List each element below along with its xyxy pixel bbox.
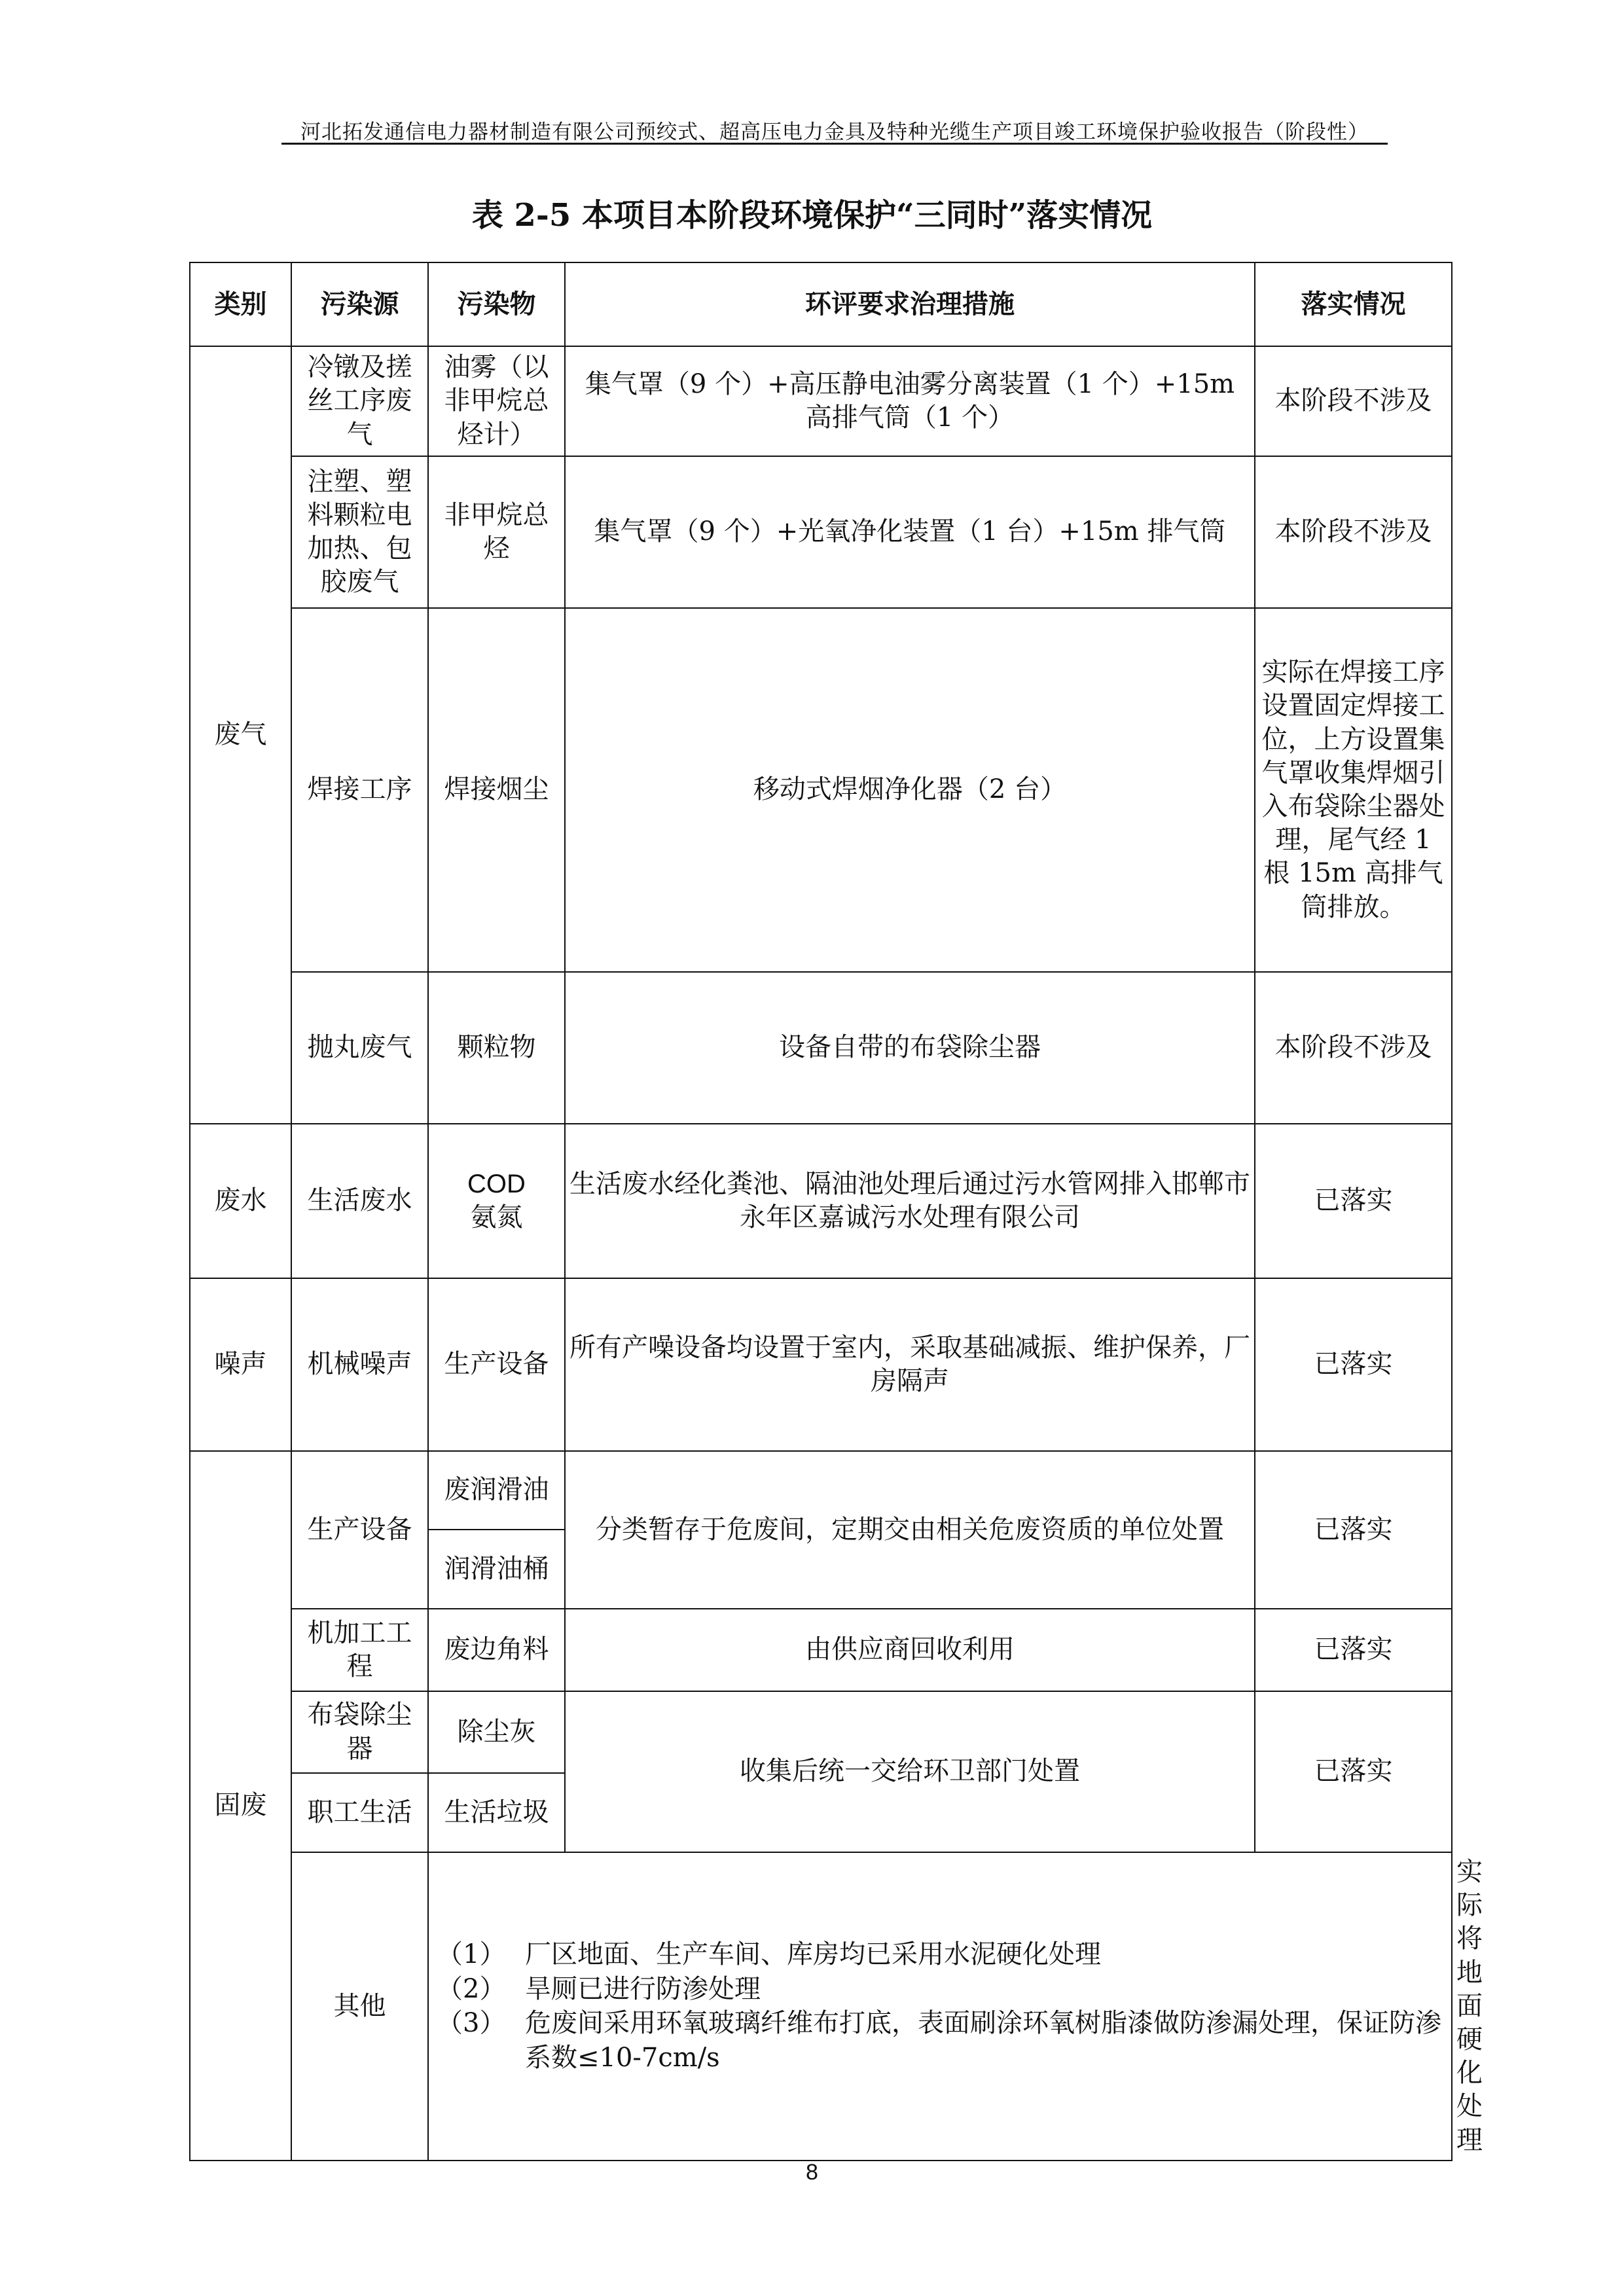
pollutant-cell: 生活垃圾 — [428, 1773, 565, 1852]
pollutant-cod: COD — [467, 1169, 526, 1198]
col-header-measure: 环评要求治理措施 — [565, 262, 1255, 346]
pollutant-cell — [428, 1124, 565, 1278]
source-cell: 生产设备 — [291, 1451, 428, 1609]
status-cell: 已落实 — [1255, 1124, 1452, 1278]
source-cell: 冷镦及搓丝工序废气 — [291, 346, 428, 456]
status-cell: 本阶段不涉及 — [1255, 456, 1452, 608]
measure-cell: 移动式焊烟净化器（2 台） — [565, 608, 1255, 972]
category-cell: 废气 — [190, 346, 291, 1124]
table-row — [190, 972, 1452, 1124]
pollutant-cell: 废润滑油 — [428, 1451, 565, 1530]
source-cell: 焊接工序 — [291, 608, 428, 972]
col-header-source: 污染源 — [291, 262, 428, 346]
pollutant-cell: 生产设备 — [428, 1278, 565, 1451]
measure-cell: 设备自带的布袋除尘器 — [565, 972, 1255, 1124]
source-cell: 抛丸废气 — [291, 972, 428, 1124]
table-row — [190, 608, 1452, 972]
table-row — [190, 1691, 1452, 1773]
status-cell: 已落实 — [1255, 1451, 1452, 1609]
status-cell: 已落实 — [1255, 1691, 1452, 1852]
pollutant-cell: 除尘灰 — [428, 1691, 565, 1773]
source-cell: 机械噪声 — [291, 1278, 428, 1451]
pollutant-cell: 油雾（以非甲烷总烃计） — [428, 346, 565, 456]
status-cell: 已落实 — [1255, 1278, 1452, 1451]
col-header-pollutant: 污染物 — [428, 262, 565, 346]
source-cell: 生活废水 — [291, 1124, 428, 1278]
pollutant-cell: 润滑油桶 — [428, 1530, 565, 1609]
other-measures-list — [437, 1937, 1447, 2075]
table-row — [190, 1124, 1452, 1278]
running-header: 河北拓发通信电力器材制造有限公司预绞式、超高压电力金具及特种光缆生产项目竣工环境保护验收报告（阶段性） — [300, 120, 1369, 144]
status-cell: 本阶段不涉及 — [1255, 346, 1452, 456]
list-item: （3） 危废间采用环氧玻璃纤维布打底，表面刷涂环氧树脂漆做防渗漏处理，保证防渗系数≤10-7cm/s — [437, 2008, 1441, 2073]
table-row — [190, 346, 1452, 456]
status-cell: 本阶段不涉及 — [1255, 972, 1452, 1124]
table-row — [190, 456, 1452, 608]
measure-cell: 分类暂存于危废间，定期交由相关危废资质的单位处置 — [565, 1451, 1255, 1609]
measure-cell: 由供应商回收利用 — [565, 1609, 1255, 1691]
col-header-category: 类别 — [190, 262, 291, 346]
status-cell: 已落实 — [1255, 1609, 1452, 1691]
category-cell: 噪声 — [190, 1278, 291, 1451]
list-item: （2） 旱厕已进行防渗处理 — [437, 1973, 761, 2004]
source-cell: 布袋除尘器 — [291, 1691, 428, 1773]
status-cell: 实际在焊接工序设置固定焊接工位，上方设置集气罩收集焊烟引入布袋除尘器处理，尾气经 1 根 15m 高排气筒排放。 — [1255, 608, 1452, 972]
measures-table — [189, 262, 1483, 2161]
table-row — [190, 1609, 1452, 1691]
source-cell: 职工生活 — [291, 1773, 428, 1852]
list-item: （1） 厂区地面、生产车间、库房均已采用水泥硬化处理 — [437, 1939, 1101, 1969]
table-header-row — [190, 262, 1452, 346]
table-row: 其他 （1） 厂区地面、生产车间、库房均已采用水泥硬化处理 （2） 旱厕已进行防渗处理 （3） 危废间采用环氧玻璃纤维布打底，表面刷涂环氧树脂漆做防渗漏处理，保证防渗系数≤10-7cm/s 实际将地面硬化处理 — [190, 1852, 1452, 2161]
pollutant-cell: 颗粒物 — [428, 972, 565, 1124]
category-cell: 固废 — [190, 1451, 291, 2161]
header-rule — [281, 143, 1388, 145]
table-title: 表 2-5 本项目本阶段环境保护“三同时”落实情况 — [471, 197, 1153, 234]
category-cell: 其他 — [291, 1852, 428, 2161]
pollutant-ammonia: 氨氮 — [470, 1202, 523, 1232]
source-cell: 机加工工程 — [291, 1609, 428, 1691]
pollutant-cell: 焊接烟尘 — [428, 608, 565, 972]
measure-cell: 集气罩（9 个）+光氧净化装置（1 台）+15m 排气筒 — [565, 456, 1255, 608]
measure-cell: 集气罩（9 个）+高压静电油雾分离装置（1 个）+15m 高排气筒（1 个） — [565, 346, 1255, 456]
other-measures-cell — [428, 1852, 1452, 2161]
measure-cell: 收集后统一交给环卫部门处置 — [565, 1691, 1255, 1852]
page-number: 8 — [806, 2160, 818, 2185]
measure-cell: 所有产噪设备均设置于室内，采取基础减振、维护保养，厂房隔声 — [565, 1278, 1255, 1451]
col-header-status: 落实情况 — [1255, 262, 1452, 346]
table-row — [190, 1451, 1452, 1530]
pollutant-cell: 非甲烷总烃 — [428, 456, 565, 608]
category-cell: 废水 — [190, 1124, 291, 1278]
source-cell: 注塑、塑料颗粒电加热、包胶废气 — [291, 456, 428, 608]
measure-cell: 生活废水经化粪池、隔油池处理后通过污水管网排入邯郸市永年区嘉诚污水处理有限公司 — [565, 1124, 1255, 1278]
table-row — [190, 1278, 1452, 1451]
pollutant-cell: 废边角料 — [428, 1609, 565, 1691]
